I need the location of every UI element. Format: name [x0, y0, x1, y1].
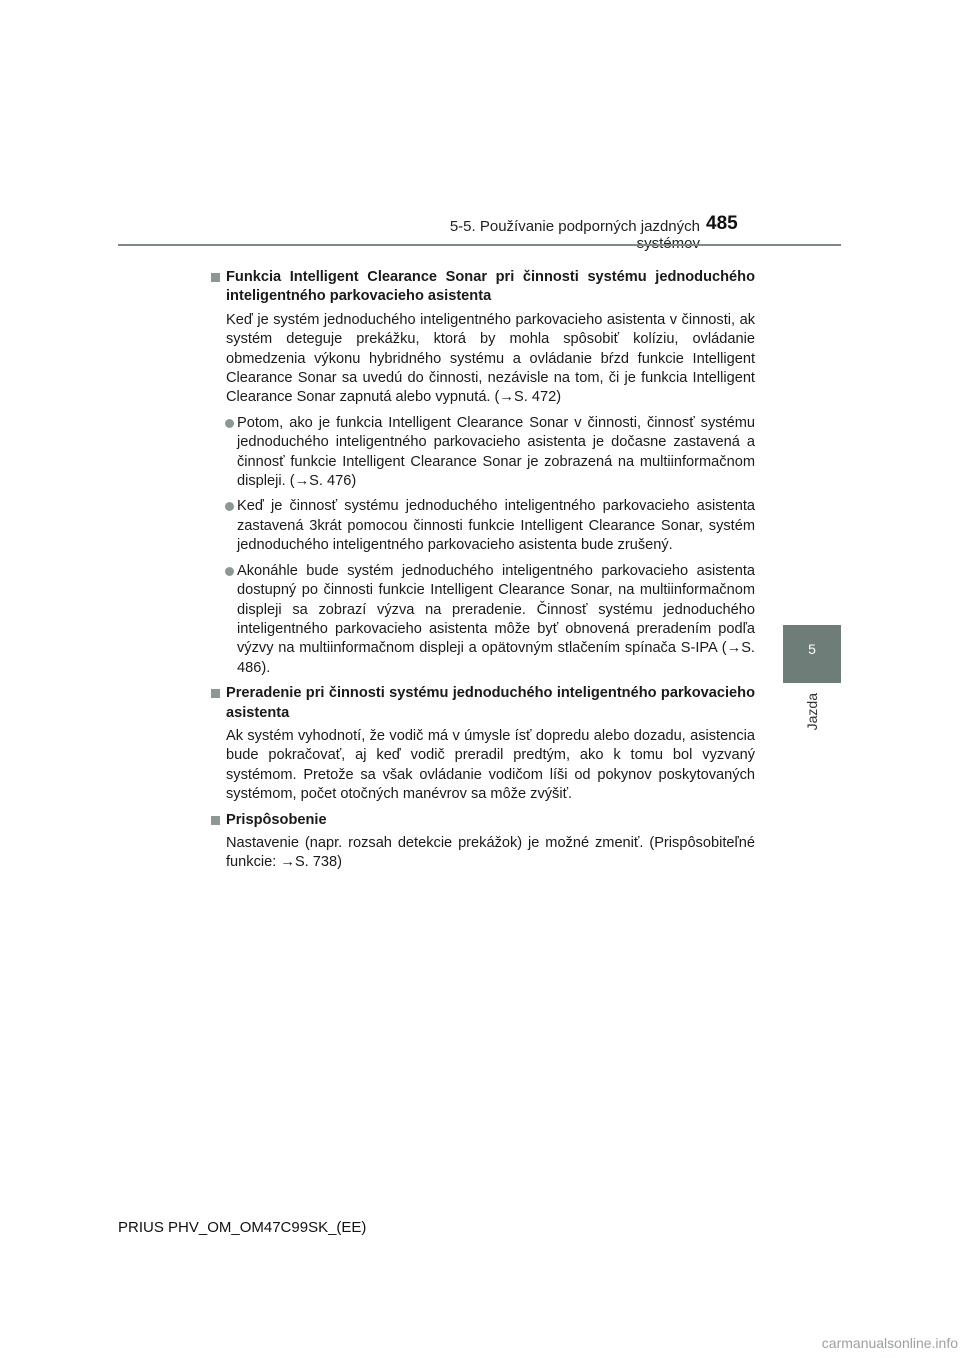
section-title: 5-5. Používanie podporných jazdných — [449, 218, 700, 235]
header-divider — [118, 244, 841, 246]
page-content — [211, 265, 755, 879]
chapter-label-box — [783, 683, 841, 743]
circle-bullet-icon — [225, 567, 234, 576]
section-heading — [211, 811, 755, 830]
circle-bullet-icon — [225, 502, 234, 511]
chapter-tab — [783, 625, 841, 683]
list-item-text: Akonáhle bude systém jednoduchého inteligentného parkovacieho asistenta dostupný po činnosti funkcie Intelligent Clearance Sonar, na multiinformačnom displeji sa zobrazí výzva na preradenie. Činnosť systému jednoduchého inteligentného parkovacieho asistenta môže byť obnovená preradením podľa výzvy na multiinformačnom displeji a opätovným stlačením spínača S-IPA (→S. 486). — [237, 562, 755, 676]
heading-text: Preradenie pri činnosti systému jednoduchého inteligentného parkovacieho asistenta — [226, 685, 755, 721]
list-item-text: Potom, ako je funkcia Intelligent Clearance Sonar v činnosti, činnosť systému jednoduchého inteligentného parkovacieho asistenta je dočasne zastavená a činnosť funkcie Intelligent Clearance Sonar je zobrazená na multiinformačnom displeji. (→S. 476) — [237, 414, 755, 490]
section-ics — [211, 268, 755, 678]
square-bullet-icon — [211, 816, 220, 825]
chapter-number: 5 — [808, 641, 816, 657]
section-heading — [211, 684, 755, 723]
section-paragraph: Keď je systém jednoduchého inteligentného parkovacieho asistenta v činnosti, ak systém deteguje prekážku, ktorá by mohla spôsobiť kolíziu, ovládanie obmedzenia výkonu hybridného systému a ovládanie bŕzd funkcie Intelligent Clearance Sonar sa uvedú do činnosti, nezávisle na tom, či je funkcia Intelligent Clearance Sonar zapnutá alebo vypnutá. (→S. 472) — [226, 311, 755, 406]
page-number: 485 — [706, 213, 738, 234]
list-item — [211, 562, 755, 678]
square-bullet-icon — [211, 689, 220, 698]
list-item-text: Keď je činnosť systému jednoduchého inteligentného parkovacieho asistenta zastavená 3krát pomocou činnosti funkcie Intelligent Clearance Sonar, systém jednoduchého inteligentného parkovacieho asistenta bude zrušený. — [237, 498, 755, 554]
list-item — [211, 497, 755, 555]
square-bullet-icon — [211, 273, 220, 282]
chapter-label: Jazda — [804, 693, 820, 731]
circle-bullet-icon — [225, 419, 234, 428]
section-customization — [211, 811, 755, 873]
heading-text: Funkcia Intelligent Clearance Sonar pri činnosti systému jednoduchého inteligentného parkovacieho asistenta — [226, 269, 755, 305]
section-heading — [211, 268, 755, 307]
section-paragraph: Ak systém vyhodnotí, že vodič má v úmysle ísť dopredu alebo dozadu, asistencia bude pokračovať, aj keď vodič preradil predtým, ako k tomu bol vyzvaný systémom. Pretože sa však ovládanie vodičom líši od pokynov poskytovaných systémom, počet otočných manévrov sa môže zvýšiť. — [226, 727, 755, 803]
section-shifting — [211, 684, 755, 804]
watermark: carmanualsonline.info — [821, 1335, 958, 1351]
list-item — [211, 414, 755, 492]
document-code: PRIUS PHV_OM_OM47C99SK_(EE) — [118, 1219, 367, 1236]
heading-text: Prispôsobenie — [226, 811, 327, 828]
section-paragraph: Nastavenie (napr. rozsah detekcie prekážok) je možné zmeniť. (Prispôsobiteľné funkcie: →S. 738) — [226, 834, 755, 871]
